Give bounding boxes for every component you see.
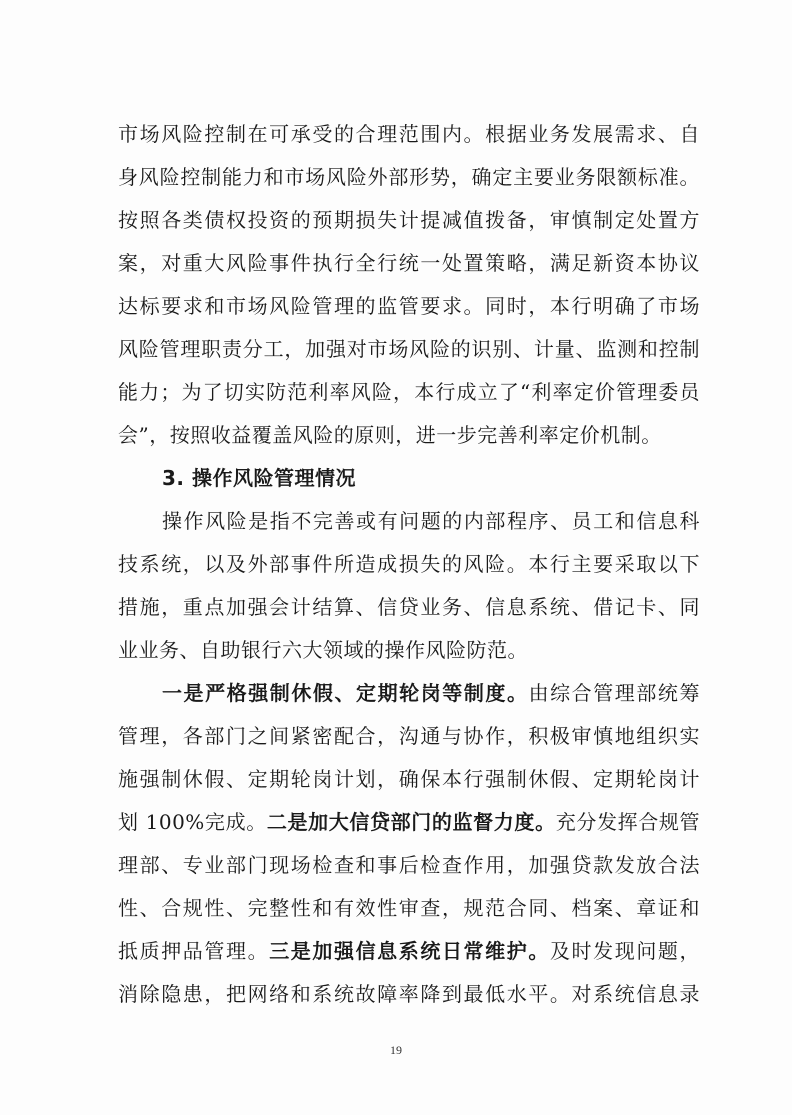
text-line: 达标要求和市场风险管理的监管要求。同时，本行明确了市场	[118, 294, 700, 318]
text-run: 划 100%完成。	[118, 810, 267, 834]
text-line: 施强制休假、定期轮岗计划，确保本行强制休假、定期轮岗计	[118, 767, 700, 791]
text-line: 操作风险是指不完善或有问题的内部程序、员工和信息科	[162, 509, 700, 533]
text-line: 案，对重大风险事件执行全行统一处置策略，满足新资本协议	[118, 251, 700, 275]
text-line: 风险管理职责分工，加强对市场风险的识别、计量、监测和控制	[118, 337, 700, 361]
text-line: 措施，重点加强会计结算、信贷业务、信息系统、借记卡、同	[118, 595, 700, 619]
text-line: 消除隐患，把网络和系统故障率降到最低水平。对系统信息录	[118, 982, 700, 1006]
document-body	[118, 113, 700, 1016]
paragraph-market-risk	[118, 113, 700, 457]
text-line: 按照各类债权投资的预期损失计提减值拨备，审慎制定处置方	[118, 208, 700, 232]
text-run: 充分发挥合规管	[555, 810, 700, 834]
bold-phrase: 一是严格强制休假、定期轮岗等制度。	[162, 681, 529, 705]
text-line: 身风险控制能力和市场风险外部形势，确定主要业务限额标准。	[118, 165, 700, 189]
text-line: 业业务、自助银行六大领域的操作风险防范。	[118, 638, 528, 662]
text-run: 及时发现问题，	[549, 939, 700, 963]
bold-phrase: 三是加强信息系统日常维护。	[269, 939, 550, 963]
text-line: 性、合规性、完整性和有效性审查，规范合同、档案、章证和	[118, 896, 700, 920]
section-heading: 3. 操作风险管理情况	[162, 466, 356, 490]
text-line: 能力；为了切实防范利率风险，本行成立了“利率定价管理委员	[118, 380, 700, 404]
text-line: 理部、专业部门现场检查和事后检查作用，加强贷款发放合法	[118, 853, 700, 877]
paragraph-operational-risk-measures	[118, 672, 700, 1016]
page-number: 19	[390, 1043, 402, 1057]
text-line	[118, 930, 700, 973]
text-run: 由综合管理部统筹	[528, 681, 700, 705]
bold-phrase: 二是加大信贷部门的监督力度。	[266, 810, 556, 834]
text-line	[118, 801, 700, 844]
text-line: 管理，各部门之间紧密配合，沟通与协作，积极审慎地组织实	[118, 724, 700, 748]
text-line: 市场风险控制在可承受的合理范围内。根据业务发展需求、自	[118, 122, 700, 146]
text-run: 抵质押品管理。	[118, 939, 270, 963]
text-line: 技系统，以及外部事件所造成损失的风险。本行主要采取以下	[118, 552, 700, 576]
text-line	[118, 672, 700, 715]
paragraph-operational-risk-definition	[118, 500, 700, 672]
text-line: 会”，按照收益覆盖风险的原则，进一步完善利率定价机制。	[118, 423, 662, 447]
